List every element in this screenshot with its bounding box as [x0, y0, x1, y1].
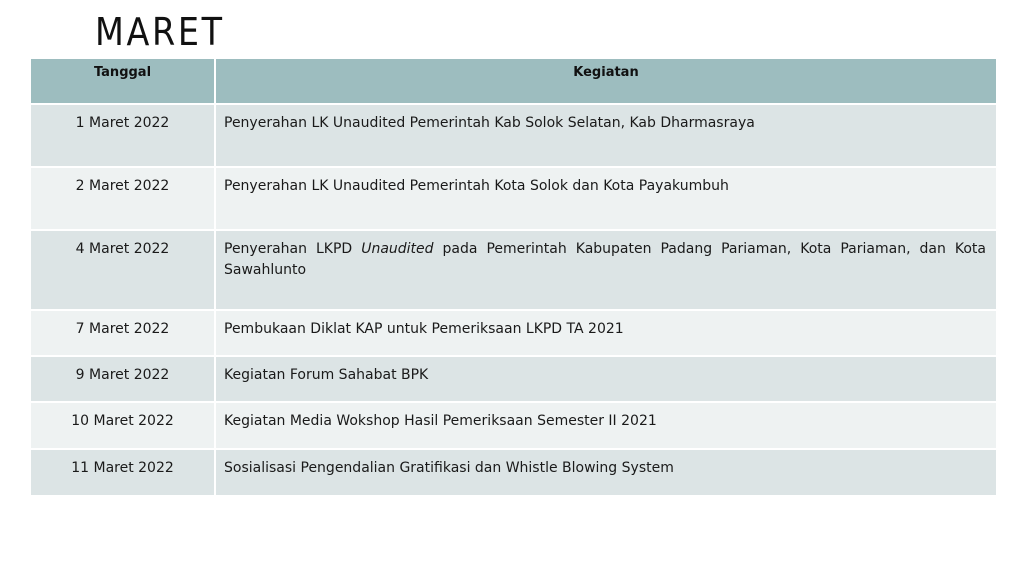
table-row: [31, 449, 996, 495]
schedule-table: [31, 59, 996, 495]
table-row: [31, 402, 996, 449]
row-date: 2 Maret 2022: [31, 167, 215, 230]
table-row: [31, 230, 996, 310]
row-activity: Penyerahan LK Unaudited Pemerintah Kota Solok dan Kota Payakumbuh: [215, 167, 996, 230]
row-activity: Sosialisasi Pengendalian Gratifikasi dan Whistle Blowing System: [215, 449, 996, 495]
table-row: [31, 310, 996, 356]
column-header-activity: Kegiatan: [215, 59, 996, 104]
row-activity: [215, 230, 996, 310]
row-activity: Pembukaan Diklat KAP untuk Pemeriksaan LKPD TA 2021: [215, 310, 996, 356]
page-title: MARET: [95, 10, 225, 54]
row-activity: Penyerahan LK Unaudited Pemerintah Kab Solok Selatan, Kab Dharmasraya: [215, 104, 996, 167]
row-date: 1 Maret 2022: [31, 104, 215, 167]
table-header-row: [31, 59, 996, 104]
row-activity-italic: Unaudited: [361, 241, 434, 257]
table-row: [31, 356, 996, 402]
row-date: 7 Maret 2022: [31, 310, 215, 356]
row-activity-part: pada Pemerintah Kabupaten Padang Pariaman, Kota Pariaman, dan Kota Sawahlunto: [224, 241, 986, 278]
column-header-date: Tanggal: [31, 59, 215, 104]
table-row: [31, 104, 996, 167]
row-date: 4 Maret 2022: [31, 230, 215, 310]
row-activity-part: Penyerahan LKPD: [224, 241, 362, 257]
table-row: [31, 167, 996, 230]
row-date: 9 Maret 2022: [31, 356, 215, 402]
row-activity: Kegiatan Media Wokshop Hasil Pemeriksaan Semester II 2021: [215, 402, 996, 449]
row-activity: Kegiatan Forum Sahabat BPK: [215, 356, 996, 402]
row-date: 11 Maret 2022: [31, 449, 215, 495]
row-date: 10 Maret 2022: [31, 402, 215, 449]
